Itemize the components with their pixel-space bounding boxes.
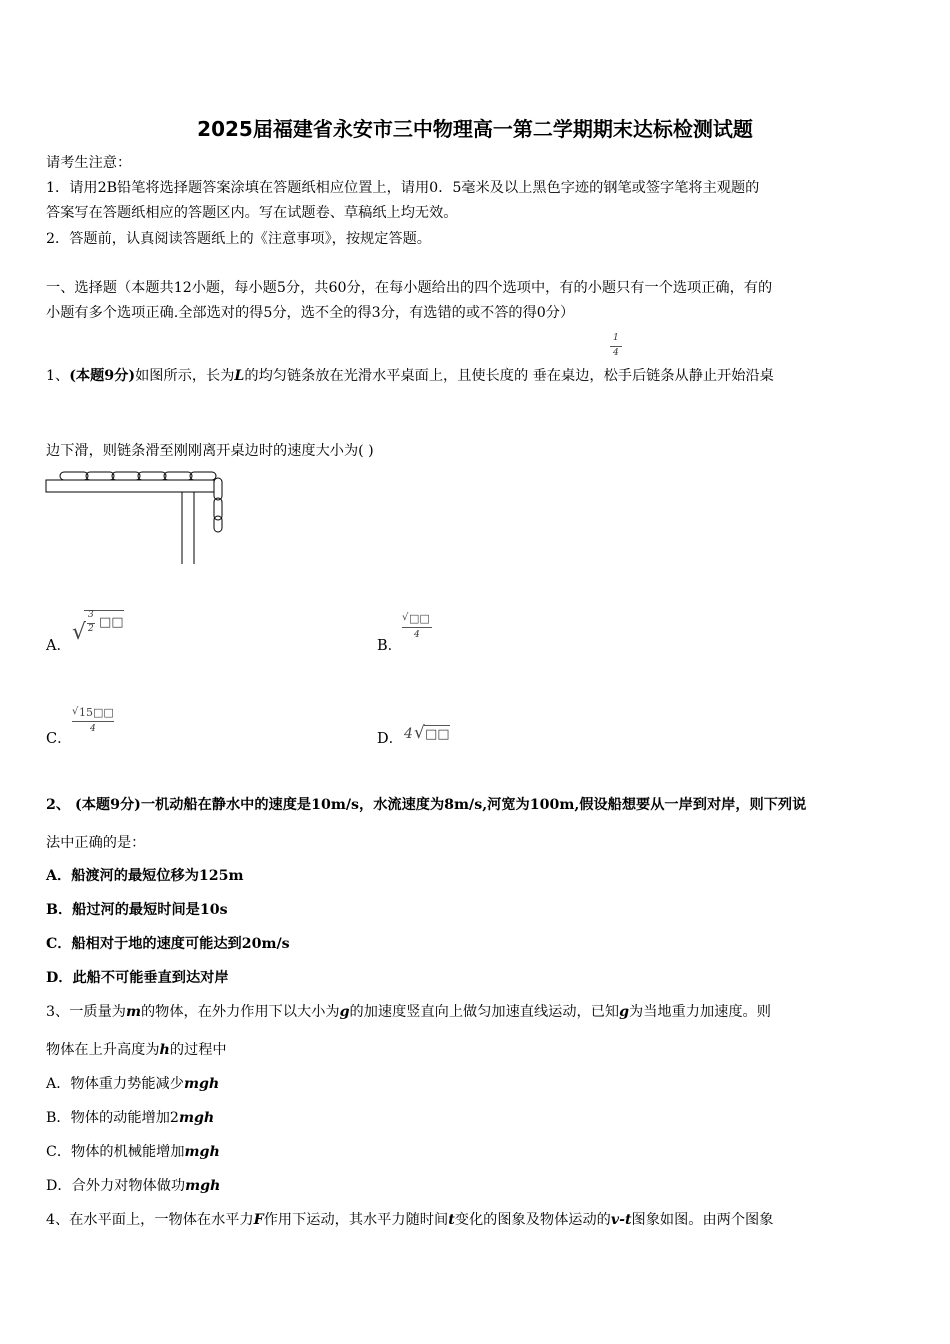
q3-text-2: 的物体，在外力作用下以大小为 [140, 1004, 340, 1020]
q3-var-g-2: g [619, 1004, 630, 1020]
q3-text-5: 物体在上升高度为 [46, 1042, 160, 1058]
q1-a-den: 2 [88, 624, 94, 634]
radical-sign: √ [402, 612, 409, 623]
radical-sign: √ [72, 706, 79, 717]
q3-b-text: B．物体的动能增加2 [46, 1110, 179, 1126]
q1-text-a: 如图所示，长为 [135, 368, 235, 384]
q2-option-b: B．船过河的最短时间是10s [46, 902, 228, 918]
q3-var-m: m [125, 1004, 141, 1020]
q3-option-b [46, 1107, 214, 1127]
q1-option-c-label: C． [46, 731, 72, 747]
q3-b-var: mgh [178, 1110, 215, 1126]
notice-line-1a: 1．请用2B铅笔将选择题答案涂填在答题纸相应位置上，请用0．5毫米及以上黑色字迹的钢笔或签字笔将主观题的 [46, 180, 760, 196]
q4-line-1 [46, 1209, 773, 1229]
q4-text-1: 4、在水平面上，一物体在水平力 [46, 1212, 254, 1228]
notice-heading: 请考生注意： [46, 155, 132, 171]
q1-fraction-bar [610, 346, 622, 347]
radical-sign: √ [72, 620, 87, 645]
notice-line-2: 2．答题前，认真阅读答题纸上的《注意事项》，按规定答题。 [46, 231, 431, 247]
section-header-line-2: 小题有多个选项正确.全部选对的得5分，选不全的得3分，有选错的或不答的得0分） [46, 305, 575, 321]
q3-option-a [46, 1073, 219, 1093]
q2-line-1: 2、 (本题9分)一机动船在静水中的速度是10m/s，水流速度为8m/s,河宽为100m,假设船想要从一岸到对岸，则下列说 [46, 797, 807, 813]
q4-text-4: 图象如图。由两个图象 [631, 1212, 774, 1228]
q3-d-text: D．合外力对物体做功 [46, 1178, 186, 1194]
q4-text-3: 变化的图象及物体运动的 [454, 1212, 611, 1228]
q3-text-4: 为当地重力加速度。则 [629, 1004, 771, 1020]
q1-text-c: 垂在桌边，松手后链条从静止开始沿桌 [528, 368, 774, 384]
q1-b-frac-bar [402, 627, 432, 628]
q3-c-text: C．物体的机械能增加 [46, 1144, 185, 1160]
q1-fraction-denominator: 4 [613, 348, 619, 358]
q1-option-d-label: D． [377, 731, 404, 747]
q1-var-L: L [234, 368, 245, 384]
section-header-line-1: 一、选择题（本题共12小题，每小题5分，共60分，在每小题给出的四个选项中，有的小题只有一个选项正确，有的 [46, 280, 773, 296]
q2-line-2: 法中正确的是： [46, 835, 146, 851]
q1-line-2: 边下滑，则链条滑至刚刚离开桌边时的速度大小为( ) [46, 443, 374, 459]
q1-number: 1、 [46, 368, 70, 384]
q1-line-1 [46, 365, 774, 385]
q1-points: (本题9分) [69, 368, 136, 384]
q3-option-d [46, 1175, 220, 1195]
q4-text-2: 作用下运动，其水平力随时间 [263, 1212, 449, 1228]
q1-c-den: 4 [90, 724, 96, 734]
q3-line-2 [46, 1039, 227, 1059]
q1-option-a-label: A． [46, 638, 71, 654]
q1-option-b-formula [402, 612, 442, 648]
q1-d-coef: 4 [404, 726, 413, 742]
q1-option-d-formula [404, 723, 454, 747]
page-title: 2025届福建省永安市三中物理高一第二学期期末达标检测试题 [197, 117, 753, 141]
q3-a-text: A．物体重力势能减少 [46, 1076, 184, 1092]
q1-option-c-formula [72, 706, 122, 742]
q1-text-b: 的均匀链条放在光滑水平桌面上，且使长度的 [244, 368, 529, 384]
q1-a-num: 3 [88, 610, 94, 620]
q1-option-a-formula [72, 608, 132, 650]
table-top [46, 480, 214, 492]
q3-text-6: 的过程中 [169, 1042, 227, 1058]
q3-c-var: mgh [184, 1144, 220, 1160]
q3-a-var: mgh [183, 1076, 220, 1092]
q2-option-d: D．此船不可能垂直到达对岸 [46, 970, 229, 986]
q3-var-h: h [159, 1042, 170, 1058]
q4-var-t: t [448, 1212, 455, 1228]
chain-horizontal [60, 472, 216, 480]
q3-d-var: mgh [185, 1178, 221, 1194]
notice-line-1b: 答案写在答题纸相应的答题区内。写在试题卷、草稿纸上均无效。 [46, 205, 458, 221]
chain-table-figure [44, 468, 234, 568]
q1-option-b-label: B． [377, 638, 403, 654]
q1-b-den: 4 [414, 630, 420, 640]
radical-bar [424, 725, 450, 726]
q4-var-vt: v-t [610, 1212, 632, 1228]
q1-b-radicand: □□ [409, 612, 430, 625]
chain-hanging [214, 478, 222, 532]
radical-sign: √ [414, 723, 425, 743]
q3-text-1: 3、一质量为 [46, 1004, 126, 1020]
q1-a-radicand: □□ [99, 615, 124, 630]
q3-option-c [46, 1141, 220, 1161]
q3-line-1 [46, 1001, 771, 1021]
q3-text-3: 的加速度竖直向上做匀加速直线运动，已知 [349, 1004, 620, 1020]
q4-var-F: F [253, 1212, 264, 1228]
q2-option-a: A．船渡河的最短位移为125m [46, 868, 244, 884]
q1-fraction-numerator: 1 [613, 333, 619, 343]
q3-var-g: g [339, 1004, 350, 1020]
q2-option-c: C．船相对于地的速度可能达到20m/s [46, 936, 290, 952]
q1-d-radicand: □□ [425, 727, 450, 742]
q1-c-frac-bar [72, 721, 114, 722]
q1-c-radicand: 15□□ [79, 706, 114, 719]
